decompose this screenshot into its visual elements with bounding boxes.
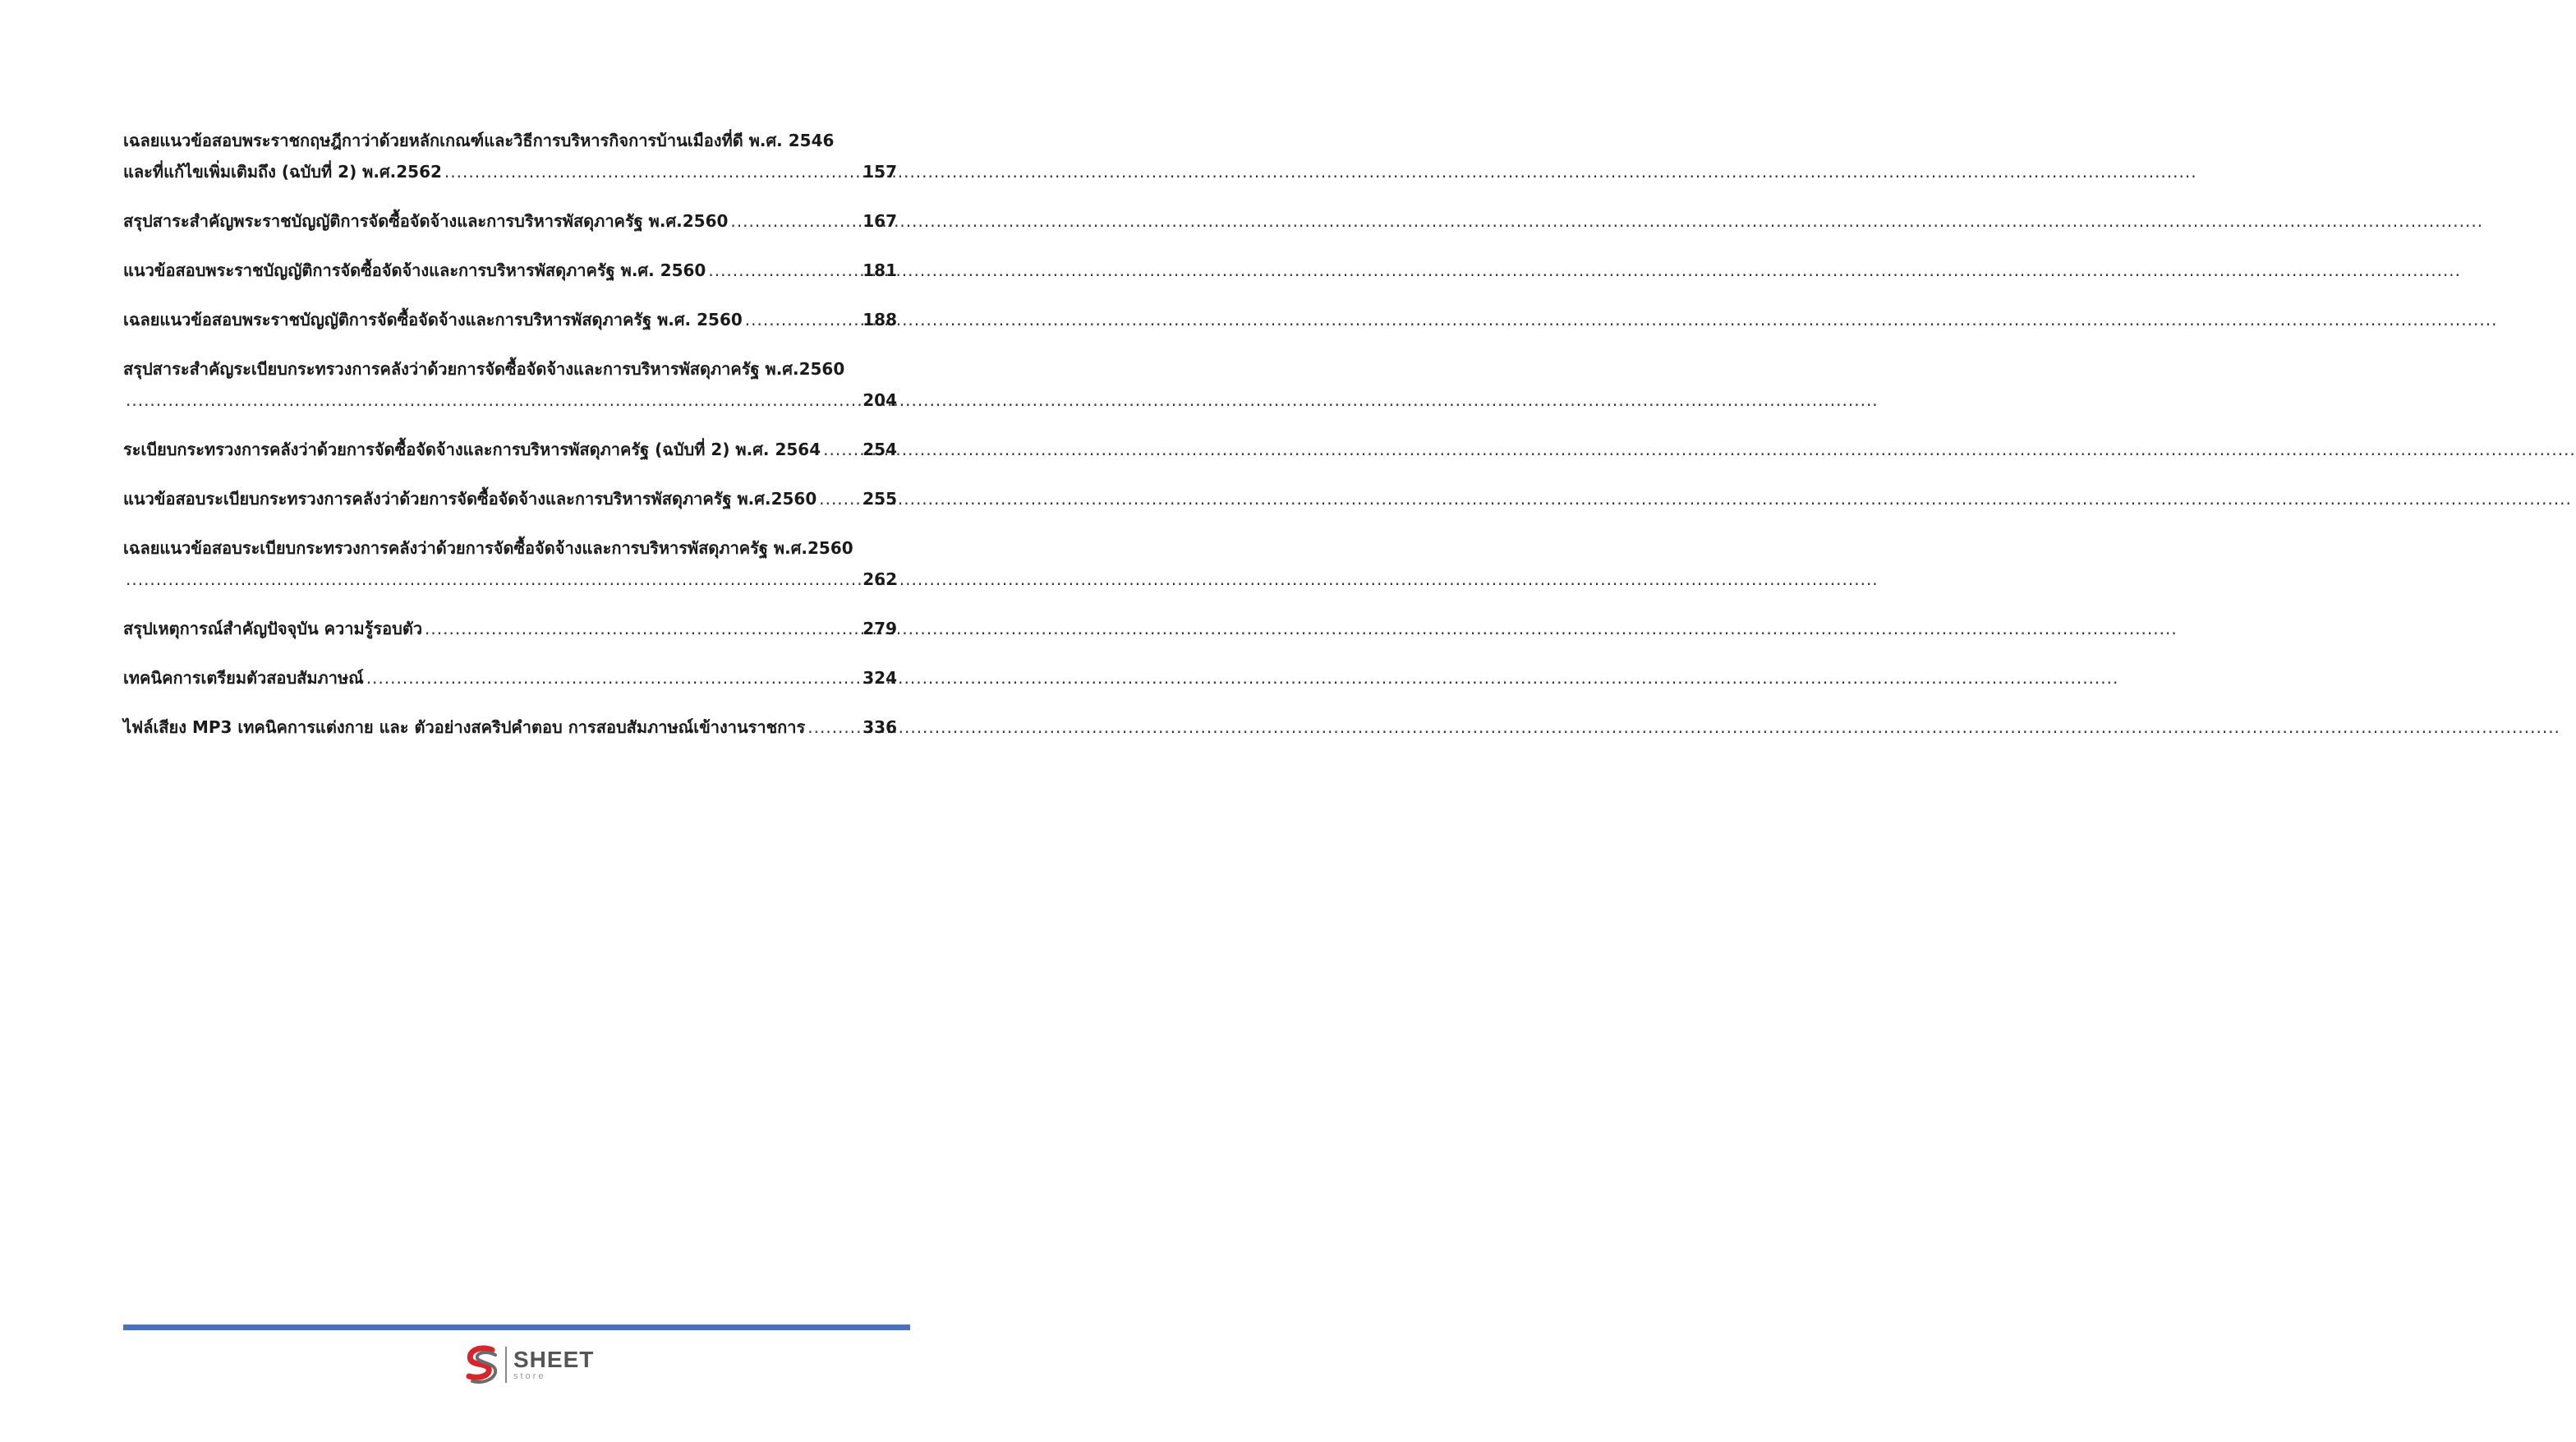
toc-entry-title: สรุปเหตุการณ์สำคัญปัจจุบัน ความรู้รอบตัว — [123, 619, 423, 638]
toc-entry[interactable] — [123, 483, 897, 514]
toc-page-number: 181 — [862, 260, 897, 280]
toc-entry[interactable] — [123, 532, 897, 595]
toc-page-number: 336 — [862, 717, 897, 737]
toc-entry-title: เฉลยแนวข้อสอบพระราชกฤษฎีกาว่าด้วยหลักเกณฑ์และวิธีการบริหารกิจการบ้านเมืองที่ดี พ.ศ. 2546 — [123, 131, 835, 150]
dot-leader — [728, 205, 861, 237]
toc-entry[interactable] — [123, 125, 897, 187]
toc-page-number: 204 — [862, 390, 897, 410]
sheet-store-logo — [462, 1343, 594, 1386]
toc-entry-title: สรุปสาระสำคัญระเบียบกระทรวงการคลังว่าด้วยการจัดซื้อจัดจ้างและการบริหารพัสดุภาครัฐ พ.ศ.2560 — [123, 359, 845, 379]
toc-entry-title: เฉลยแนวข้อสอบพระราชบัญญัติการจัดซื้อจัดจ้างและการบริหารพัสดุภาครัฐ พ.ศ. 2560 — [123, 310, 743, 329]
dot-leader — [821, 434, 861, 465]
toc-entry[interactable] — [123, 712, 897, 743]
toc-entry[interactable] — [123, 205, 897, 237]
logo-name: SHEET — [513, 1347, 595, 1372]
toc-entry-title: แนวข้อสอบพระราชบัญญัติการจัดซื้อจัดจ้างและการบริหารพัสดุภาครัฐ พ.ศ. 2560 — [123, 260, 706, 280]
toc-page-number: 255 — [862, 489, 897, 509]
toc-entry[interactable] — [123, 662, 897, 693]
toc-entry-title: ไฟล์เสียง MP3 เทคนิคการแต่งกาย และ ตัวอย่างสคริปคำตอบ การสอบสัมภาษณ์เข้างานราชการ — [123, 717, 806, 737]
toc-entry-title: เฉลยแนวข้อสอบระเบียบกระทรวงการคลังว่าด้วยการจัดซื้อจัดจ้างและการบริหารพัสดุภาครัฐ พ.ศ.2560 — [123, 538, 853, 558]
toc-entry-title-cont: และที่แก้ไขเพิ่มเติมถึง (ฉบับที่ 2) พ.ศ.2562 — [123, 162, 442, 182]
dot-leader — [422, 613, 861, 644]
dot-leader — [805, 712, 861, 743]
dot-leader — [364, 662, 862, 693]
toc-page-number: 188 — [862, 310, 897, 329]
toc-entry-title: สรุปสาระสำคัญพระราชบัญญัติการจัดซื้อจัดจ้างและการบริหารพัสดุภาครัฐ พ.ศ.2560 — [123, 211, 729, 231]
dot-leader — [123, 385, 861, 416]
toc-entry-title: แนวข้อสอบระเบียบกระทรวงการคลังว่าด้วยการจัดซื้อจัดจ้างและการบริหารพัสดุภาครัฐ พ.ศ.2560 — [123, 489, 817, 509]
sheet-logo-icon — [462, 1343, 500, 1386]
table-of-contents — [123, 125, 897, 761]
dot-leader — [743, 304, 861, 335]
dot-leader — [442, 156, 861, 187]
toc-entry[interactable] — [123, 353, 897, 416]
toc-page-number: 157 — [862, 162, 897, 182]
dot-leader — [706, 255, 861, 286]
footer-divider — [123, 1325, 910, 1330]
toc-entry[interactable] — [123, 304, 897, 335]
dot-leader — [816, 483, 861, 514]
toc-page-number: 262 — [862, 569, 897, 589]
toc-entry[interactable] — [123, 255, 897, 286]
logo-separator — [505, 1347, 507, 1383]
toc-page-number: 254 — [862, 440, 897, 459]
logo-subtitle: store — [513, 1371, 546, 1381]
toc-entry-title: เทคนิคการเตรียมตัวสอบสัมภาษณ์ — [123, 668, 364, 688]
toc-entry[interactable] — [123, 613, 897, 644]
toc-page-number: 167 — [862, 211, 897, 231]
toc-page-number: 324 — [862, 668, 897, 688]
toc-page-number: 279 — [862, 619, 897, 638]
dot-leader — [123, 564, 861, 595]
toc-entry-title: ระเบียบกระทรวงการคลังว่าด้วยการจัดซื้อจัดจ้างและการบริหารพัสดุภาครัฐ (ฉบับที่ 2) พ.ศ. 2564 — [123, 440, 821, 459]
toc-entry[interactable] — [123, 434, 897, 465]
